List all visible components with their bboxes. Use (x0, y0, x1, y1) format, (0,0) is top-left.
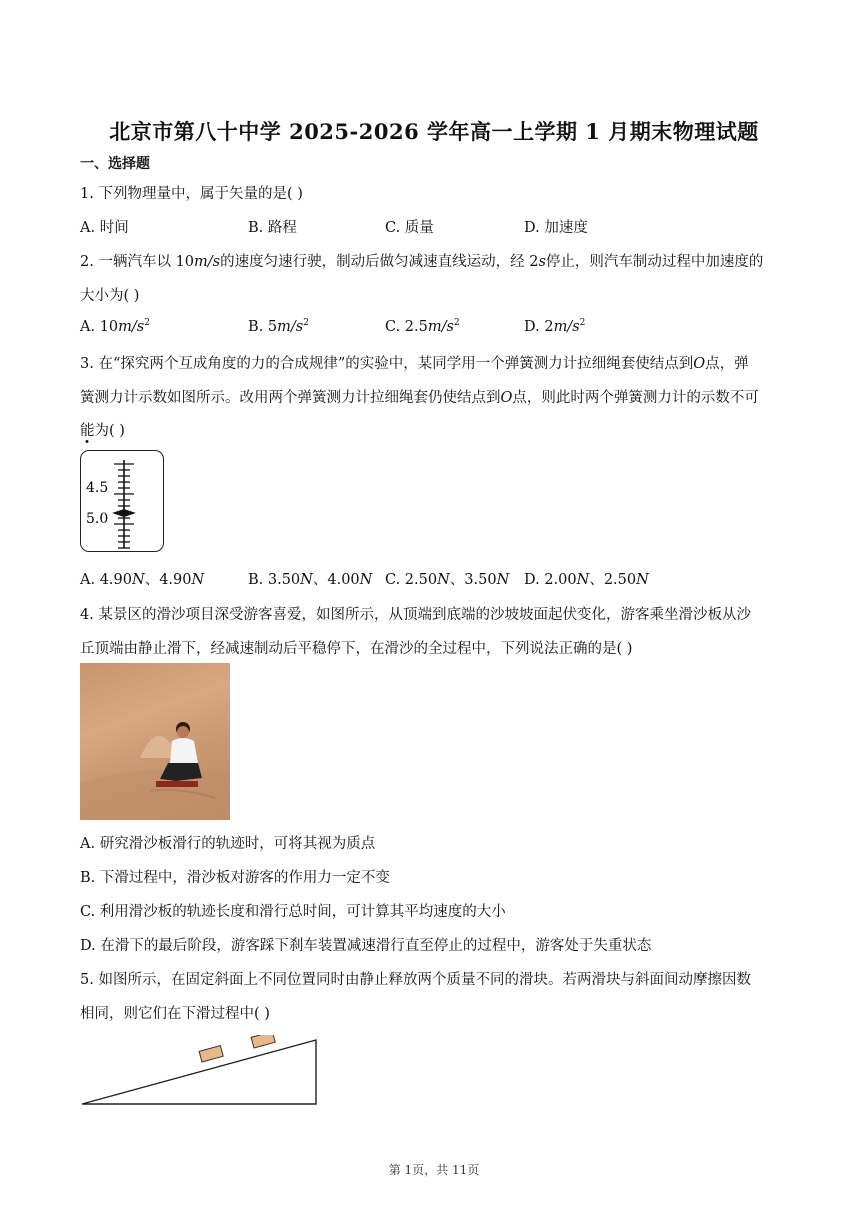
q3-option-d-sep: 、 (589, 572, 604, 588)
q5-stem-line1: 5. 如图所示，在固定斜面上不同位置同时由静止释放两个质量不同的滑块。若两滑块与斜面间动摩擦因数 (80, 972, 751, 988)
q4-option-a[interactable]: A. 研究滑沙板滑行的轨迹时，可将其视为质点 (80, 836, 376, 852)
gauge-label-5-0: 5.0 (85, 510, 108, 527)
q2-option-b-label: B. (248, 318, 268, 335)
q3-stem-line2 (80, 386, 759, 407)
q2-stem-a: 2. 一辆汽车以 (80, 254, 171, 270)
scale-ticks (114, 464, 134, 548)
q3-option-a-label: A. (80, 572, 100, 588)
scale-pointer (112, 509, 136, 517)
q2-option-c-value: 2.5 (404, 318, 428, 335)
q3-option-c-unit1: N (437, 572, 450, 588)
q3-option-c[interactable] (385, 568, 509, 589)
block-1 (199, 1046, 223, 1062)
incline-plane (82, 1040, 316, 1104)
q4-stem-line1: 4. 某景区的滑沙项目深受游客喜爱，如图所示，从顶端到底端的沙坡坡面起伏变化，游客乘坐滑沙板从沙 (80, 607, 751, 623)
q2-option-a-unit: m/s (118, 318, 145, 335)
q2-stem-line2: 大小为( ) (80, 288, 140, 304)
q3-option-a-val2: 4.90 (159, 572, 192, 588)
q3-point-o: O (693, 356, 706, 372)
q2-option-a-value: 10 (99, 318, 119, 335)
page-footer: 第 1页，共 11页 (388, 1163, 480, 1177)
q2-option-b-value: 5 (267, 318, 278, 335)
q3-stem-line3 (80, 419, 125, 440)
q2-option-d-value: 2 (544, 318, 554, 335)
q1-stem: 1. 下列物理量中，属于矢量的是( ) (80, 186, 303, 202)
q4-stem-line2: 丘顶端由静止滑下，经减速制动后平稳停下，在滑沙的全过程中，下列说法正确的是( ) (80, 641, 633, 657)
q3-option-d-val1: 2.00 (544, 572, 577, 588)
sand-sliding-photo (80, 663, 230, 820)
q2-stem-line1 (80, 250, 763, 271)
q2-stem-b: 的速度匀速行驶，制动后做匀减速直线运动，经 (220, 254, 525, 270)
q3-option-a-val1: 4.90 (99, 572, 132, 588)
q3-option-c-val2: 3.50 (464, 572, 497, 588)
q2-option-a[interactable] (80, 318, 150, 335)
q2-option-c-unit: m/s (427, 318, 454, 335)
q3-option-b-sep: 、 (312, 572, 328, 588)
q5-stem-line2: 相同，则它们在下滑过程中( ) (80, 1006, 270, 1022)
q4-option-c[interactable]: C. 利用滑沙板的轨迹长度和滑行总时间，可计算其平均速度的大小 (80, 904, 506, 920)
q2-option-d[interactable] (524, 318, 585, 335)
q3-line2-a: 簧测力计示数如图所示。改用两个弹簧测力计拉细绳套仍使结点到 (80, 390, 501, 406)
q2-option-a-label: A. (80, 318, 100, 335)
q3-option-d-unit2: N (636, 572, 649, 588)
q3-stem-line1 (80, 352, 749, 373)
spring-scale-svg (80, 450, 164, 552)
q1-option-b[interactable]: B. 路程 (248, 220, 297, 236)
q3-option-c-sep: 、 (449, 572, 465, 588)
q2-option-d-unit: m/s (553, 318, 580, 335)
q2-time-unit: s (538, 254, 546, 270)
q3-option-b-unit1: N (300, 572, 313, 588)
q3-line2-b: 点，则此时两个弹簧测力计的示数不可 (512, 390, 759, 406)
section-heading: 一、选择题 (80, 156, 150, 172)
q2-option-d-label: D. (524, 318, 545, 335)
q3-option-d-unit1: N (576, 572, 590, 588)
q2-option-d-exp: 2 (579, 318, 586, 328)
q3-emphasis-char: 能 (80, 423, 95, 439)
q3-option-d[interactable] (524, 568, 649, 589)
q2-option-b-unit: m/s (277, 318, 304, 335)
q3-option-d-label: D. (524, 572, 545, 588)
q3-line1-b: 点，弹 (705, 356, 749, 372)
gauge-label-4-5: 4.5 (85, 479, 108, 496)
q2-option-b[interactable] (248, 318, 309, 335)
q3-line1-a: 3. 在“探究两个互成角度的力的合成规律”的实验中，某同学用一个弹簧测力计拉细绳套使结点到 (80, 356, 694, 372)
q3-option-b[interactable] (248, 568, 372, 589)
q4-option-d[interactable]: D. 在滑下的最后阶段，游客踩下刹车装置减速滑行直至停止的过程中，游客处于失重状态 (80, 938, 652, 954)
q3-option-b-unit2: N (359, 572, 373, 588)
spring-scale-figure (80, 450, 164, 552)
q3-option-c-unit2: N (496, 572, 510, 588)
q3-option-a-unit2: N (191, 572, 205, 588)
q2-time: 2 (529, 254, 539, 270)
q3-option-c-label: C. (385, 572, 405, 588)
q2-option-b-exp: 2 (303, 318, 309, 328)
q3-option-a-unit1: N (132, 572, 145, 588)
q3-option-a[interactable] (80, 568, 204, 589)
q1-option-a[interactable]: A. 时间 (80, 220, 129, 236)
sand-photo-svg (80, 663, 230, 820)
q4-option-b[interactable]: B. 下滑过程中，滑沙板对游客的作用力一定不变 (80, 870, 390, 886)
q1-option-d[interactable]: D. 加速度 (524, 220, 588, 236)
q2-option-c-label: C. (385, 318, 405, 335)
q2-option-c-exp: 2 (453, 318, 460, 328)
q3-point-o-2: O (500, 390, 513, 406)
exam-title: 北京市第八十中学 2025-2026 学年高一上学期 1 月期末物理试题 (109, 119, 759, 144)
q3-option-a-sep: 、 (144, 572, 160, 588)
q3-option-c-val1: 2.50 (404, 572, 438, 588)
q3-option-d-val2: 2.50 (603, 572, 637, 588)
q3-option-b-val2: 4.00 (327, 572, 360, 588)
q2-speed-unit: m/s (194, 254, 221, 270)
incline-figure (78, 1035, 322, 1107)
q2-option-c[interactable] (385, 318, 460, 335)
q3-option-b-label: B. (248, 572, 268, 588)
q3-line3-rest: 为( ) (94, 423, 125, 439)
q2-option-a-exp: 2 (144, 318, 150, 328)
q3-option-b-val1: 3.50 (267, 572, 301, 588)
block-2 (251, 1035, 275, 1048)
q1-option-c[interactable]: C. 质量 (385, 220, 434, 236)
q2-speed: 10 (175, 254, 195, 270)
q2-stem-c: 停止，则汽车制动过程中加速度的 (545, 254, 764, 270)
